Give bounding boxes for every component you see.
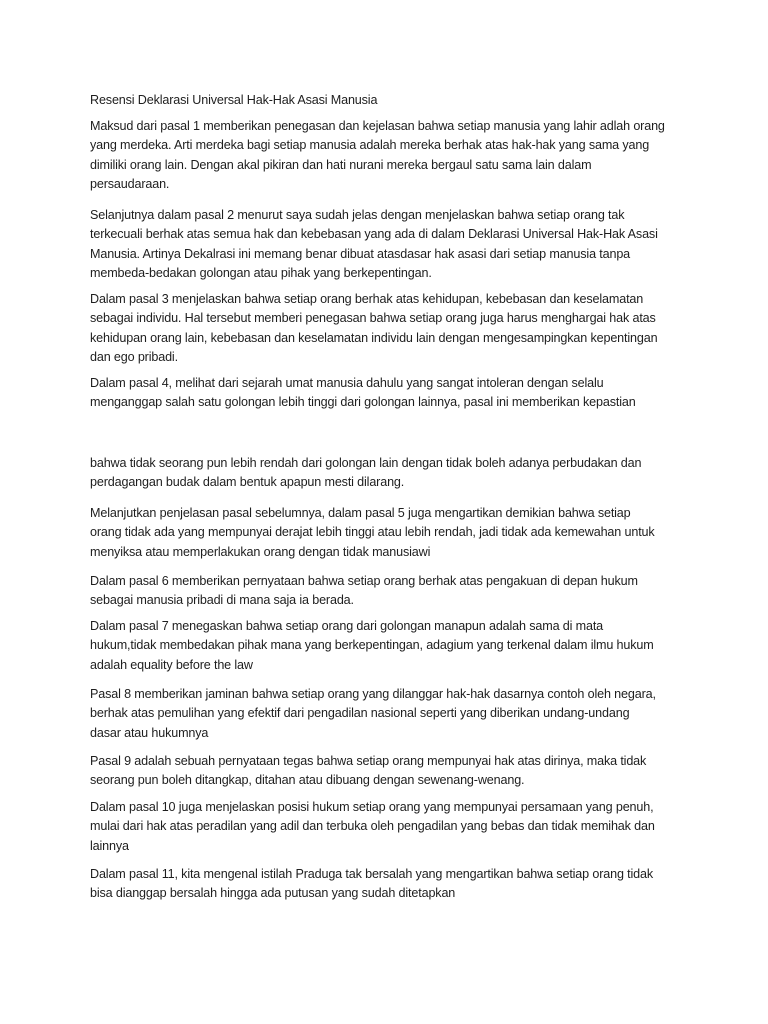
paragraph-line: seorang pun boleh ditangkap, ditahan atau dibuang dengan sewenang-wenang. (90, 773, 525, 788)
paragraph-line: mulai dari hak atas peradilan yang adil dan terbuka oleh pengadilan yang bebas dan tidak memihak dan (90, 819, 655, 834)
paragraph-line: berhak atas pemulihan yang efektif dari pengadilan nasional seperti yang diberikan undang-undang (90, 706, 630, 721)
paragraph-line: menyiksa atau memperlakukan orang dengan tidak manusiawi (90, 544, 431, 559)
paragraph-line: Manusia. Artinya Dekalrasi ini memang benar dibuat atasdasar hak asasi dari setiap manusia tanpa (90, 246, 631, 261)
paragraph-line: orang tidak ada yang mempunyai derajat lebih tinggi atau lebih rendah, jadi tidak ada kemewahan untuk (90, 525, 655, 540)
paragraph-line: lainnya (90, 838, 129, 853)
document-title (90, 91, 750, 110)
paragraph-line: adalah equality before the law (90, 657, 253, 672)
paragraph (90, 454, 750, 493)
paragraph-line: sebagai individu. Hal tersebut memberi penegasan bahwa setiap orang juga harus menghargai hak atas (90, 311, 656, 326)
paragraph-line: Pasal 8 memberikan jaminan bahwa setiap orang yang dilanggar hak-hak dasarnya contoh oleh negara, (90, 687, 656, 701)
paragraph (90, 685, 750, 743)
paragraph (90, 117, 750, 195)
paragraph-line: Dalam pasal 4, melihat dari sejarah umat manusia dahulu yang sangat intoleran dengan selalu (90, 376, 604, 390)
paragraph (90, 617, 750, 675)
paragraph-line: Pasal 9 adalah sebuah pernyataan tegas bahwa setiap orang mempunyai hak atas dirinya, maka tidak (90, 754, 647, 768)
paragraph-line: Dalam pasal 6 memberikan pernyataan bahwa setiap orang berhak atas pengakuan di depan hukum (90, 574, 638, 588)
paragraph-line: yang merdeka. Arti merdeka bagi setiap manusia adalah mereka berhak atas hak-hak yang sama yang (90, 138, 650, 153)
paragraph-line: Melanjutkan penjelasan pasal sebelumnya, dalam pasal 5 juga mengartikan demikian bahwa setiap (90, 506, 631, 520)
paragraph-line: dasar atau hukumnya (90, 725, 209, 740)
paragraph (90, 798, 750, 856)
paragraph-line: persaudaraan. (90, 177, 170, 192)
paragraph (90, 374, 750, 413)
paragraph (90, 752, 750, 791)
paragraph-line: menganggap salah satu golongan lebih tinggi dari golongan lainnya, pasal ini memberikan kepastian (90, 395, 636, 410)
paragraph (90, 206, 750, 284)
paragraph (90, 504, 750, 562)
paragraph-line: terkecuali berhak atas semua hak dan kebebasan yang ada di dalam Deklarasi Universal Hak-Hak Asasi (90, 227, 658, 242)
paragraph-line: perdagangan budak dalam bentuk apapun mesti dilarang. (90, 475, 405, 490)
paragraph-line: dan ego pribadi. (90, 350, 178, 365)
paragraph-line: membeda-bedakan golongan atau pihak yang berkepentingan. (90, 266, 432, 281)
paragraph-line: Dalam pasal 3 menjelaskan bahwa setiap orang berhak atas kehidupan, kebebasan dan keselamatan (90, 292, 644, 306)
paragraph (90, 290, 750, 368)
paragraph-line: Selanjutnya dalam pasal 2 menurut saya sudah jelas dengan menjelaskan bahwa setiap orang tak (90, 208, 625, 222)
paragraph-line: Maksud dari pasal 1 memberikan penegasan dan kejelasan bahwa setiap manusia yang lahir adlah orang (90, 119, 665, 133)
paragraph-line: kehidupan orang lain, kebebasan dan keselamatan individu lain dengan mengesampingkan kepentingan (90, 330, 658, 345)
paragraph-line: dimiliki orang lain. Dengan akal pikiran dan hati nurani mereka bergaul satu sama lain dalam (90, 157, 592, 172)
paragraph-line: Dalam pasal 7 menegaskan bahwa setiap orang dari golongan manapun adalah sama di mata (90, 619, 604, 633)
paragraph-line: Dalam pasal 11, kita mengenal istilah Praduga tak bersalah yang mengartikan bahwa setiap orang tidak (90, 867, 654, 881)
paragraph-line: hukum,tidak membedakan pihak mana yang berkepentingan, adagium yang terkenal dalam ilmu hukum (90, 638, 654, 653)
paragraph-line: bisa dianggap bersalah hingga ada putusan yang sudah ditetapkan (90, 886, 456, 901)
title-text: Resensi Deklarasi Universal Hak-Hak Asasi Manusia (90, 93, 378, 107)
paragraph (90, 572, 750, 611)
paragraph-line: Dalam pasal 10 juga menjelaskan posisi hukum setiap orang yang mempunyai persamaan yang penuh, (90, 800, 654, 814)
paragraph-line: sebagai manusia pribadi di mana saja ia berada. (90, 593, 354, 608)
paragraph-line: bahwa tidak seorang pun lebih rendah dari golongan lain dengan tidak boleh adanya perbudakan dan (90, 456, 642, 470)
paragraph (90, 865, 750, 904)
